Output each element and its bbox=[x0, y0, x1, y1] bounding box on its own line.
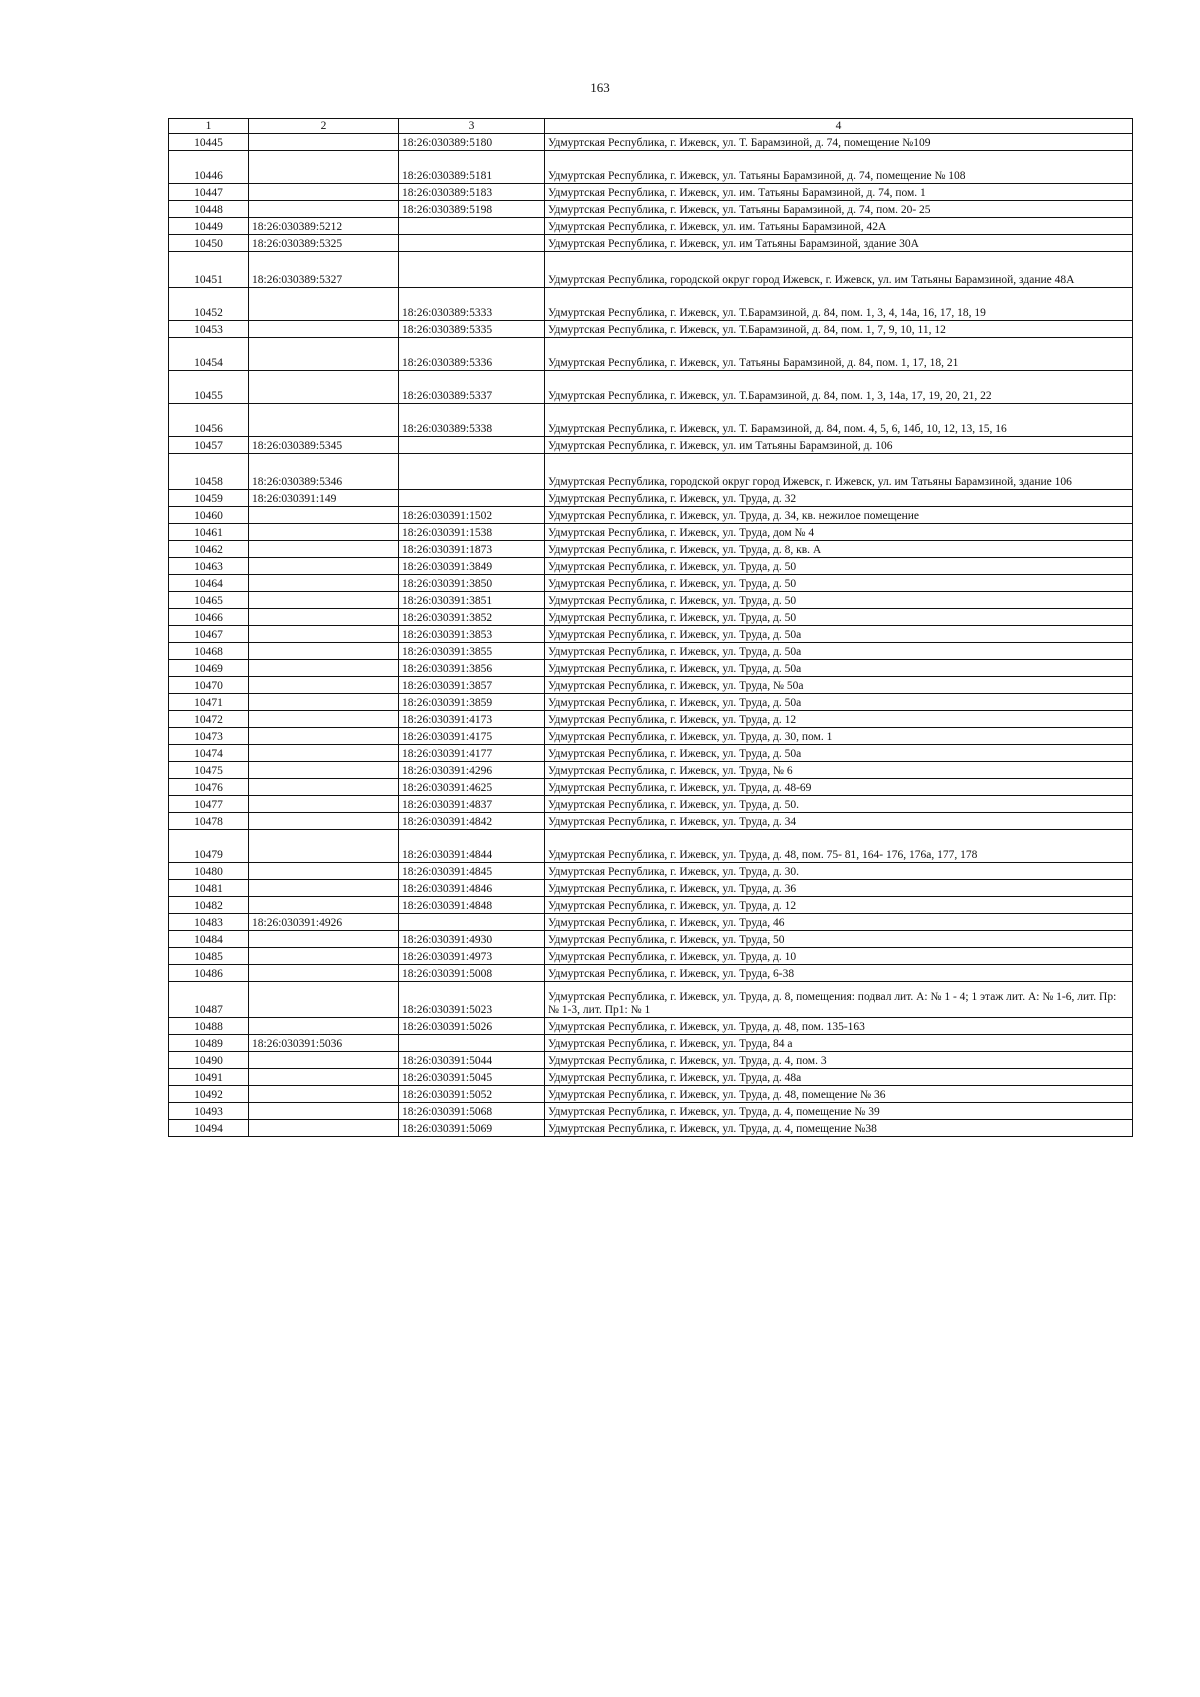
cadastral-number-alt-cell: 18:26:030391:3859 bbox=[399, 694, 545, 711]
address-cell: Удмуртская Республика, г. Ижевск, ул. им Татьяны Барамзиной, д. 106 bbox=[545, 437, 1133, 454]
table-row bbox=[169, 677, 1133, 694]
address-cell: Удмуртская Республика, г. Ижевск, ул. Труда, д. 48, помещение № 36 bbox=[545, 1086, 1133, 1103]
cadastral-number-cell: 18:26:030391:5036 bbox=[249, 1035, 399, 1052]
cadastral-number-cell bbox=[249, 762, 399, 779]
cadastral-number-alt-cell: 18:26:030391:3856 bbox=[399, 660, 545, 677]
cadastral-number-cell bbox=[249, 575, 399, 592]
address-cell: Удмуртская Республика, г. Ижевск, ул. Татьяны Барамзиной, д. 84, пом. 1, 17, 18, 21 bbox=[545, 338, 1133, 371]
header-col-1: 1 bbox=[169, 119, 249, 134]
row-number-cell: 10483 bbox=[169, 914, 249, 931]
table-row bbox=[169, 1069, 1133, 1086]
page-number: 163 bbox=[590, 80, 610, 95]
table-row bbox=[169, 184, 1133, 201]
table-row bbox=[169, 1103, 1133, 1120]
table-row bbox=[169, 863, 1133, 880]
row-number-cell: 10474 bbox=[169, 745, 249, 762]
cadastral-number-alt-cell: 18:26:030391:5044 bbox=[399, 1052, 545, 1069]
table-row bbox=[169, 151, 1133, 184]
row-number-cell: 10473 bbox=[169, 728, 249, 745]
table-row bbox=[169, 321, 1133, 338]
cadastral-number-cell bbox=[249, 134, 399, 151]
cadastral-number-cell bbox=[249, 1086, 399, 1103]
cadastral-number-cell bbox=[249, 660, 399, 677]
address-cell: Удмуртская Республика, г. Ижевск, ул. Труда, д. 50а bbox=[545, 643, 1133, 660]
cadastral-number-alt-cell: 18:26:030389:5198 bbox=[399, 201, 545, 218]
cadastral-number-cell bbox=[249, 1069, 399, 1086]
cadastral-number-alt-cell: 18:26:030389:5337 bbox=[399, 371, 545, 404]
row-number-cell: 10460 bbox=[169, 507, 249, 524]
row-number-cell: 10467 bbox=[169, 626, 249, 643]
cadastral-number-cell bbox=[249, 643, 399, 660]
address-cell: Удмуртская Республика, г. Ижевск, ул. Труда, д. 4, помещение № 39 bbox=[545, 1103, 1133, 1120]
cadastral-number-cell bbox=[249, 1018, 399, 1035]
address-cell: Удмуртская Республика, г. Ижевск, ул. Труда, д. 8, кв. А bbox=[545, 541, 1133, 558]
cadastral-number-cell bbox=[249, 1103, 399, 1120]
row-number-cell: 10470 bbox=[169, 677, 249, 694]
table-row bbox=[169, 1018, 1133, 1035]
table-row bbox=[169, 558, 1133, 575]
cadastral-number-cell: 18:26:030389:5325 bbox=[249, 235, 399, 252]
cadastral-number-cell bbox=[249, 830, 399, 863]
address-cell: Удмуртская Республика, г. Ижевск, ул. Труда, д. 50 bbox=[545, 558, 1133, 575]
row-number-cell: 10490 bbox=[169, 1052, 249, 1069]
cadastral-number-cell bbox=[249, 1052, 399, 1069]
row-number-cell: 10468 bbox=[169, 643, 249, 660]
row-number-cell: 10450 bbox=[169, 235, 249, 252]
table-row bbox=[169, 218, 1133, 235]
row-number-cell: 10462 bbox=[169, 541, 249, 558]
address-cell: Удмуртская Республика, г. Ижевск, ул. Труда, д. 30. bbox=[545, 863, 1133, 880]
cadastral-number-alt-cell: 18:26:030391:4842 bbox=[399, 813, 545, 830]
table-row bbox=[169, 541, 1133, 558]
cadastral-number-cell bbox=[249, 796, 399, 813]
cadastral-number-cell bbox=[249, 779, 399, 796]
cadastral-number-cell bbox=[249, 863, 399, 880]
address-cell: Удмуртская Республика, г. Ижевск, ул. Татьяны Барамзиной, д. 74, пом. 20- 25 bbox=[545, 201, 1133, 218]
table-row bbox=[169, 762, 1133, 779]
row-number-cell: 10465 bbox=[169, 592, 249, 609]
cadastral-number-alt-cell: 18:26:030391:5069 bbox=[399, 1120, 545, 1137]
cadastral-number-cell bbox=[249, 931, 399, 948]
cadastral-number-alt-cell: 18:26:030391:4625 bbox=[399, 779, 545, 796]
address-cell: Удмуртская Республика, г. Ижевск, ул. Т.Барамзиной, д. 84, пом. 1, 7, 9, 10, 11, 12 bbox=[545, 321, 1133, 338]
row-number-cell: 10481 bbox=[169, 880, 249, 897]
cadastral-number-alt-cell: 18:26:030391:3857 bbox=[399, 677, 545, 694]
address-cell: Удмуртская Республика, г. Ижевск, ул. Труда, д. 10 bbox=[545, 948, 1133, 965]
row-number-cell: 10487 bbox=[169, 982, 249, 1018]
cadastral-number-alt-cell: 18:26:030391:3850 bbox=[399, 575, 545, 592]
cadastral-number-cell bbox=[249, 184, 399, 201]
table-row bbox=[169, 454, 1133, 490]
table-row bbox=[169, 575, 1133, 592]
row-number-cell: 10449 bbox=[169, 218, 249, 235]
row-number-cell: 10488 bbox=[169, 1018, 249, 1035]
cadastral-number-cell bbox=[249, 813, 399, 830]
address-cell: Удмуртская Республика, г. Ижевск, ул. Труда, д. 12 bbox=[545, 711, 1133, 728]
cadastral-number-cell bbox=[249, 711, 399, 728]
cadastral-number-cell bbox=[249, 592, 399, 609]
table-row bbox=[169, 1120, 1133, 1137]
address-cell: Удмуртская Республика, г. Ижевск, ул. Труда, д. 4, пом. 3 bbox=[545, 1052, 1133, 1069]
address-cell: Удмуртская Республика, г. Ижевск, ул. им Татьяны Барамзиной, здание 30А bbox=[545, 235, 1133, 252]
row-number-cell: 10480 bbox=[169, 863, 249, 880]
table-row bbox=[169, 965, 1133, 982]
table-row bbox=[169, 660, 1133, 677]
row-number-cell: 10455 bbox=[169, 371, 249, 404]
row-number-cell: 10471 bbox=[169, 694, 249, 711]
cadastral-number-alt-cell: 18:26:030391:1502 bbox=[399, 507, 545, 524]
address-cell: Удмуртская Республика, г. Ижевск, ул. Труда, д. 4, помещение №38 bbox=[545, 1120, 1133, 1137]
address-cell: Удмуртская Республика, г. Ижевск, ул. Труда, д. 50а bbox=[545, 745, 1133, 762]
row-number-cell: 10476 bbox=[169, 779, 249, 796]
table-row bbox=[169, 437, 1133, 454]
row-number-cell: 10478 bbox=[169, 813, 249, 830]
table-row bbox=[169, 711, 1133, 728]
cadastral-number-cell: 18:26:030389:5327 bbox=[249, 252, 399, 288]
address-cell: Удмуртская Республика, г. Ижевск, ул. Труда, д. 48, пом. 135-163 bbox=[545, 1018, 1133, 1035]
table-row bbox=[169, 779, 1133, 796]
table-row bbox=[169, 288, 1133, 321]
row-number-cell: 10459 bbox=[169, 490, 249, 507]
cadastral-number-cell bbox=[249, 965, 399, 982]
row-number-cell: 10479 bbox=[169, 830, 249, 863]
cadastral-number-alt-cell: 18:26:030391:3851 bbox=[399, 592, 545, 609]
address-cell: Удмуртская Республика, г. Ижевск, ул. Труда, 50 bbox=[545, 931, 1133, 948]
cadastral-number-alt-cell: 18:26:030391:1538 bbox=[399, 524, 545, 541]
cadastral-number-cell bbox=[249, 321, 399, 338]
address-cell: Удмуртская Республика, г. Ижевск, ул. им. Татьяны Барамзиной, 42А bbox=[545, 218, 1133, 235]
cadastral-number-alt-cell: 18:26:030391:5052 bbox=[399, 1086, 545, 1103]
row-number-cell: 10448 bbox=[169, 201, 249, 218]
address-cell: Удмуртская Республика, г. Ижевск, ул. Труда, 6-38 bbox=[545, 965, 1133, 982]
cadastral-number-alt-cell: 18:26:030391:5026 bbox=[399, 1018, 545, 1035]
row-number-cell: 10456 bbox=[169, 404, 249, 437]
address-cell: Удмуртская Республика, г. Ижевск, ул. Труда, д. 50. bbox=[545, 796, 1133, 813]
cadastral-number-alt-cell: 18:26:030391:4173 bbox=[399, 711, 545, 728]
table-row bbox=[169, 507, 1133, 524]
cadastral-number-alt-cell bbox=[399, 235, 545, 252]
cadastral-number-cell: 18:26:030391:149 bbox=[249, 490, 399, 507]
cadastral-number-cell bbox=[249, 201, 399, 218]
table-row bbox=[169, 694, 1133, 711]
cadastral-number-alt-cell: 18:26:030391:3849 bbox=[399, 558, 545, 575]
cadastral-number-alt-cell: 18:26:030391:1873 bbox=[399, 541, 545, 558]
cadastral-number-cell bbox=[249, 288, 399, 321]
row-number-cell: 10485 bbox=[169, 948, 249, 965]
header-col-4: 4 bbox=[545, 119, 1133, 134]
address-cell: Удмуртская Республика, г. Ижевск, ул. Труда, д. 50 bbox=[545, 592, 1133, 609]
cadastral-number-cell bbox=[249, 694, 399, 711]
row-number-cell: 10484 bbox=[169, 931, 249, 948]
table-row bbox=[169, 201, 1133, 218]
address-cell: Удмуртская Республика, г. Ижевск, ул. Труда, д. 50 bbox=[545, 575, 1133, 592]
cadastral-number-cell bbox=[249, 948, 399, 965]
table-row bbox=[169, 880, 1133, 897]
row-number-cell: 10446 bbox=[169, 151, 249, 184]
address-cell: Удмуртская Республика, г. Ижевск, ул. Труда, д. 34 bbox=[545, 813, 1133, 830]
cadastral-number-cell bbox=[249, 897, 399, 914]
address-cell: Удмуртская Республика, г. Ижевск, ул. Т.Барамзиной, д. 84, пом. 1, 3, 4, 14а, 16, 17, 18, 19 bbox=[545, 288, 1133, 321]
cadastral-number-alt-cell: 18:26:030391:4848 bbox=[399, 897, 545, 914]
address-cell: Удмуртская Республика, г. Ижевск, ул. Труда, № 6 bbox=[545, 762, 1133, 779]
table-header bbox=[169, 119, 1133, 134]
cadastral-number-alt-cell: 18:26:030391:5023 bbox=[399, 982, 545, 1018]
address-cell: Удмуртская Республика, г. Ижевск, ул. Труда, д. 32 bbox=[545, 490, 1133, 507]
table-row bbox=[169, 728, 1133, 745]
cadastral-number-cell bbox=[249, 151, 399, 184]
cadastral-number-cell bbox=[249, 609, 399, 626]
cadastral-number-cell bbox=[249, 507, 399, 524]
table-row bbox=[169, 914, 1133, 931]
cadastral-number-cell bbox=[249, 982, 399, 1018]
table-row bbox=[169, 626, 1133, 643]
address-cell: Удмуртская Республика, городской округ город Ижевск, г. Ижевск, ул. им Татьяны Барамзиной, здание 48А bbox=[545, 252, 1133, 288]
address-cell: Удмуртская Республика, г. Ижевск, ул. Труда, д. 36 bbox=[545, 880, 1133, 897]
table-row bbox=[169, 897, 1133, 914]
address-cell: Удмуртская Республика, г. Ижевск, ул. Труда, дом № 4 bbox=[545, 524, 1133, 541]
table-row bbox=[169, 830, 1133, 863]
row-number-cell: 10453 bbox=[169, 321, 249, 338]
cadastral-number-cell bbox=[249, 558, 399, 575]
cadastral-number-cell bbox=[249, 371, 399, 404]
row-number-cell: 10482 bbox=[169, 897, 249, 914]
row-number-cell: 10466 bbox=[169, 609, 249, 626]
table-row bbox=[169, 524, 1133, 541]
cadastral-number-alt-cell bbox=[399, 218, 545, 235]
row-number-cell: 10457 bbox=[169, 437, 249, 454]
cadastral-number-cell bbox=[249, 728, 399, 745]
cadastral-number-alt-cell: 18:26:030389:5335 bbox=[399, 321, 545, 338]
cadastral-number-alt-cell: 18:26:030391:5045 bbox=[399, 1069, 545, 1086]
address-cell: Удмуртская Республика, г. Ижевск, ул. Т. Барамзиной, д. 84, пом. 4, 5, 6, 14б, 10, 12, 13, 15, 16 bbox=[545, 404, 1133, 437]
cadastral-number-alt-cell: 18:26:030391:4296 bbox=[399, 762, 545, 779]
cadastral-number-alt-cell: 18:26:030391:4837 bbox=[399, 796, 545, 813]
row-number-cell: 10454 bbox=[169, 338, 249, 371]
table-row bbox=[169, 592, 1133, 609]
row-number-cell: 10492 bbox=[169, 1086, 249, 1103]
row-number-cell: 10451 bbox=[169, 252, 249, 288]
row-number-cell: 10452 bbox=[169, 288, 249, 321]
row-number-cell: 10472 bbox=[169, 711, 249, 728]
row-number-cell: 10469 bbox=[169, 660, 249, 677]
address-cell: Удмуртская Республика, г. Ижевск, ул. Труда, 46 bbox=[545, 914, 1133, 931]
cadastral-number-alt-cell: 18:26:030391:4844 bbox=[399, 830, 545, 863]
row-number-cell: 10458 bbox=[169, 454, 249, 490]
row-number-cell: 10493 bbox=[169, 1103, 249, 1120]
table-row bbox=[169, 982, 1133, 1018]
table-row bbox=[169, 134, 1133, 151]
cadastral-number-alt-cell bbox=[399, 437, 545, 454]
table-row bbox=[169, 235, 1133, 252]
table-row bbox=[169, 643, 1133, 660]
cadastral-number-alt-cell: 18:26:030391:4177 bbox=[399, 745, 545, 762]
cadastral-number-alt-cell bbox=[399, 914, 545, 931]
row-number-cell: 10494 bbox=[169, 1120, 249, 1137]
row-number-cell: 10464 bbox=[169, 575, 249, 592]
cadastral-number-alt-cell bbox=[399, 454, 545, 490]
table-row bbox=[169, 252, 1133, 288]
address-cell: Удмуртская Республика, г. Ижевск, ул. Труда, д. 50а bbox=[545, 626, 1133, 643]
address-cell: Удмуртская Республика, г. Ижевск, ул. им. Татьяны Барамзиной, д. 74, пом. 1 bbox=[545, 184, 1133, 201]
table-row bbox=[169, 404, 1133, 437]
cadastral-number-alt-cell: 18:26:030391:4175 bbox=[399, 728, 545, 745]
cadastral-number-alt-cell: 18:26:030391:5068 bbox=[399, 1103, 545, 1120]
table-row bbox=[169, 1035, 1133, 1052]
cadastral-number-alt-cell: 18:26:030391:4930 bbox=[399, 931, 545, 948]
address-cell: Удмуртская Республика, г. Ижевск, ул. Труда, д. 34, кв. нежилое помещение bbox=[545, 507, 1133, 524]
table-row bbox=[169, 609, 1133, 626]
address-cell: Удмуртская Республика, г. Ижевск, ул. Труда, д. 50а bbox=[545, 694, 1133, 711]
table-row bbox=[169, 1086, 1133, 1103]
table-row bbox=[169, 948, 1133, 965]
row-number-cell: 10486 bbox=[169, 965, 249, 982]
address-cell: Удмуртская Республика, г. Ижевск, ул. Труда, д. 48а bbox=[545, 1069, 1133, 1086]
row-number-cell: 10463 bbox=[169, 558, 249, 575]
cadastral-number-alt-cell bbox=[399, 1035, 545, 1052]
address-cell: Удмуртская Республика, г. Ижевск, ул. Татьяны Барамзиной, д. 74, помещение № 108 bbox=[545, 151, 1133, 184]
table-row bbox=[169, 813, 1133, 830]
cadastral-number-alt-cell: 18:26:030389:5183 bbox=[399, 184, 545, 201]
cadastral-number-cell bbox=[249, 541, 399, 558]
cadastral-number-cell bbox=[249, 880, 399, 897]
row-number-cell: 10491 bbox=[169, 1069, 249, 1086]
table-row bbox=[169, 796, 1133, 813]
cadastral-number-alt-cell: 18:26:030391:3852 bbox=[399, 609, 545, 626]
cadastral-number-cell bbox=[249, 524, 399, 541]
cadastral-number-cell: 18:26:030389:5345 bbox=[249, 437, 399, 454]
cadastral-number-cell bbox=[249, 677, 399, 694]
cadastral-number-alt-cell: 18:26:030389:5180 bbox=[399, 134, 545, 151]
address-cell: Удмуртская Республика, г. Ижевск, ул. Труда, д. 8, помещения: подвал лит. А: № 1 - 4; 1 этаж лит. А: № 1-6, лит. Пр: № 1-3, лит. Пр1: № 1 bbox=[545, 982, 1133, 1018]
address-cell: Удмуртская Республика, г. Ижевск, ул. Труда, д. 48, пом. 75- 81, 164- 176, 176а, 177, 178 bbox=[545, 830, 1133, 863]
cadastral-number-alt-cell: 18:26:030389:5333 bbox=[399, 288, 545, 321]
cadastral-number-cell bbox=[249, 626, 399, 643]
cadastral-number-cell bbox=[249, 338, 399, 371]
address-cell: Удмуртская Республика, г. Ижевск, ул. Труда, д. 48-69 bbox=[545, 779, 1133, 796]
cadastral-number-alt-cell: 18:26:030391:3853 bbox=[399, 626, 545, 643]
registry-table bbox=[168, 118, 1133, 1137]
cadastral-number-cell bbox=[249, 745, 399, 762]
table-row bbox=[169, 931, 1133, 948]
row-number-cell: 10489 bbox=[169, 1035, 249, 1052]
address-cell: Удмуртская Республика, г. Ижевск, ул. Труда, д. 30, пом. 1 bbox=[545, 728, 1133, 745]
row-number-cell: 10461 bbox=[169, 524, 249, 541]
cadastral-number-cell bbox=[249, 404, 399, 437]
row-number-cell: 10475 bbox=[169, 762, 249, 779]
address-cell: Удмуртская Республика, г. Ижевск, ул. Т. Барамзиной, д. 74, помещение №109 bbox=[545, 134, 1133, 151]
table-row bbox=[169, 338, 1133, 371]
row-number-cell: 10477 bbox=[169, 796, 249, 813]
cadastral-number-alt-cell: 18:26:030391:3855 bbox=[399, 643, 545, 660]
cadastral-number-alt-cell: 18:26:030389:5336 bbox=[399, 338, 545, 371]
table-row bbox=[169, 490, 1133, 507]
address-cell: Удмуртская Республика, городской округ город Ижевск, г. Ижевск, ул. им Татьяны Барамзиной, здание 106 bbox=[545, 454, 1133, 490]
table-row bbox=[169, 371, 1133, 404]
header-col-2: 2 bbox=[249, 119, 399, 134]
cadastral-number-cell bbox=[249, 1120, 399, 1137]
header-col-3: 3 bbox=[399, 119, 545, 134]
cadastral-number-alt-cell: 18:26:030391:4973 bbox=[399, 948, 545, 965]
cadastral-number-alt-cell bbox=[399, 252, 545, 288]
table-body bbox=[169, 134, 1133, 1137]
address-cell: Удмуртская Республика, г. Ижевск, ул. Труда, д. 12 bbox=[545, 897, 1133, 914]
cadastral-number-cell: 18:26:030389:5346 bbox=[249, 454, 399, 490]
row-number-cell: 10447 bbox=[169, 184, 249, 201]
address-cell: Удмуртская Республика, г. Ижевск, ул. Труда, д. 50 bbox=[545, 609, 1133, 626]
row-number-cell: 10445 bbox=[169, 134, 249, 151]
cadastral-number-cell: 18:26:030391:4926 bbox=[249, 914, 399, 931]
address-cell: Удмуртская Республика, г. Ижевск, ул. Т.Барамзиной, д. 84, пом. 1, 3, 14а, 17, 19, 20, 21, 22 bbox=[545, 371, 1133, 404]
table-row bbox=[169, 1052, 1133, 1069]
cadastral-number-alt-cell: 18:26:030391:5008 bbox=[399, 965, 545, 982]
cadastral-number-cell: 18:26:030389:5212 bbox=[249, 218, 399, 235]
cadastral-number-alt-cell bbox=[399, 490, 545, 507]
cadastral-number-alt-cell: 18:26:030389:5181 bbox=[399, 151, 545, 184]
cadastral-number-alt-cell: 18:26:030389:5338 bbox=[399, 404, 545, 437]
cadastral-number-alt-cell: 18:26:030391:4846 bbox=[399, 880, 545, 897]
table-row bbox=[169, 745, 1133, 762]
address-cell: Удмуртская Республика, г. Ижевск, ул. Труда, д. 50а bbox=[545, 660, 1133, 677]
address-cell: Удмуртская Республика, г. Ижевск, ул. Труда, 84 а bbox=[545, 1035, 1133, 1052]
cadastral-number-alt-cell: 18:26:030391:4845 bbox=[399, 863, 545, 880]
address-cell: Удмуртская Республика, г. Ижевск, ул. Труда, № 50а bbox=[545, 677, 1133, 694]
